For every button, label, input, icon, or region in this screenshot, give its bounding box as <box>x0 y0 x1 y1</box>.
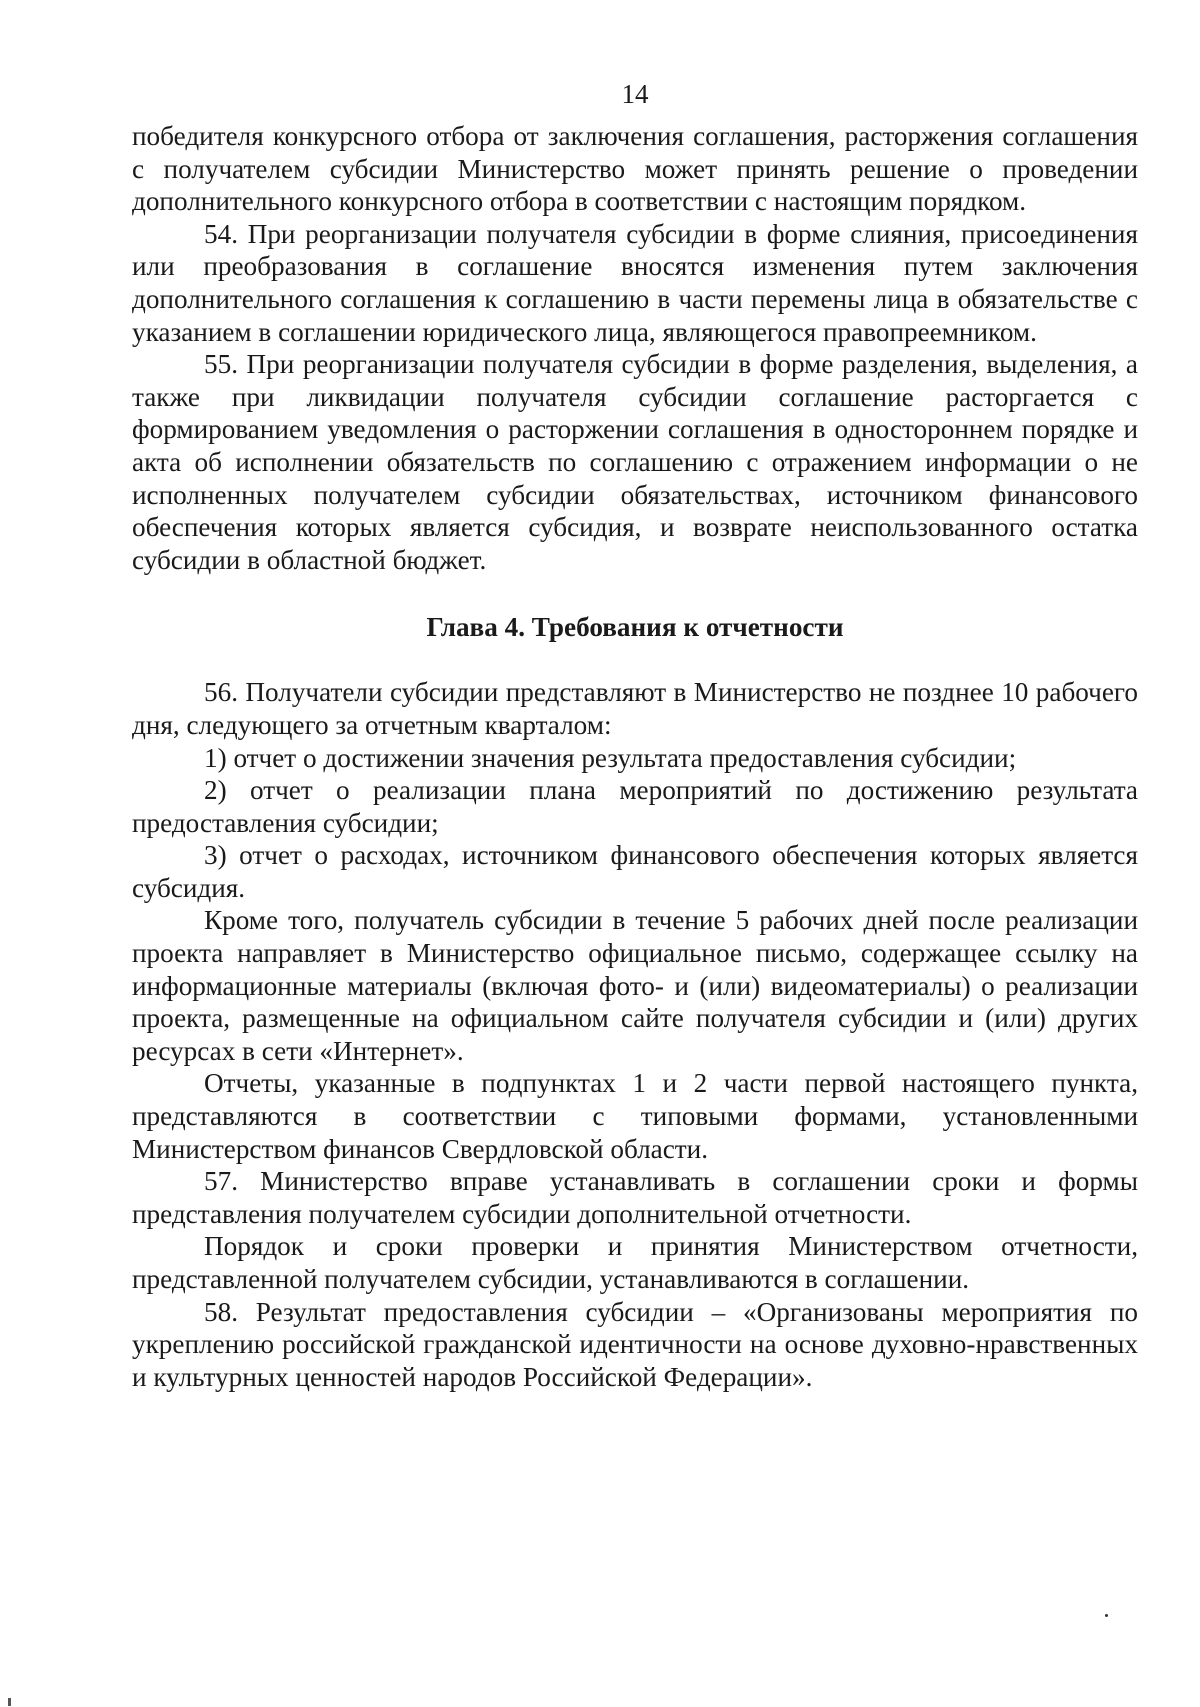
paragraph: победителя конкурсного отбора от заключения соглашения, расторжения соглашения с получателем субсидии Министерство может принять решение о проведении дополнительного конкурсного отбора в соответствии с настоящим порядком. <box>132 121 1138 217</box>
scan-speck <box>1105 1614 1108 1617</box>
scan-edge-mark <box>8 1698 11 1706</box>
paragraph: Отчеты, указанные в подпунктах 1 и 2 части первой настоящего пункта, представляются в соответствии с типовыми формами, установленными Министерством финансов Свердловской области. <box>132 1068 1138 1164</box>
paragraph: 58. Результат предоставления субсидии – «Организованы мероприятия по укреплению российской гражданской идентичности на основе духовно-нравственных и культурных ценностей народов Российской Федерации». <box>132 1296 1138 1392</box>
paragraph: 2) отчет о реализации плана мероприятий по достижению результата предоставления субсидии; <box>132 775 1138 838</box>
paragraphs-after-heading <box>132 676 1138 1393</box>
chapter-heading: Глава 4. Требования к отчетности <box>426 612 844 643</box>
paragraph: 3) отчет о расходах, источником финансового обеспечения которых является субсидия. <box>132 840 1138 903</box>
paragraph: Порядок и сроки проверки и принятия Министерством отчетности, представленной получателем субсидии, устанавливаются в соглашении. <box>132 1231 1138 1294</box>
paragraph: 1) отчет о достижении значения результата предоставления субсидии; <box>204 742 1017 773</box>
paragraph: 55. При реорганизации получателя субсидии в форме разделения, выделения, а также при ликвидации получателя субсидии соглашение расторгается с формированием уведомления о расторжении соглашения в одностороннем порядке и акта об исполнении обязательств по соглашению с отражением информации о не исполненных получателем субсидии обязательствах, источником финансового обеспечения которых является субсидия, и возврате неиспользованного остатка субсидии в областной бюджет. <box>132 349 1138 575</box>
paragraph: Кроме того, получатель субсидии в течение 5 рабочих дней после реализации проекта направляет в Министерство официальное письмо, содержащее ссылку на информационные материалы (включая фото- и (или) видеоматериалы) о реализации проекта, размещенные на официальном сайте получателя субсидии и (или) других ресурсах в сети «Интернет». <box>132 905 1138 1066</box>
document-body <box>132 120 1138 1393</box>
paragraph: 54. При реорганизации получателя субсидии в форме слияния, присоединения или преобразования в соглашение вносятся изменения путем заключения дополнительного соглашения к соглашению в части перемены лица в обязательстве с указанием в соглашении юридического лица, являющегося правопреемником. <box>132 218 1138 347</box>
paragraph: 57. Министерство вправе устанавливать в соглашении сроки и формы представления получателем субсидии дополнительной отчетности. <box>132 1166 1138 1229</box>
paragraph: 56. Получатели субсидии представляют в Министерство не позднее 10 рабочего дня, следующего за отчетным кварталом: <box>132 677 1138 740</box>
paragraphs-before-heading <box>132 120 1138 576</box>
page-number: 14 <box>621 79 649 109</box>
